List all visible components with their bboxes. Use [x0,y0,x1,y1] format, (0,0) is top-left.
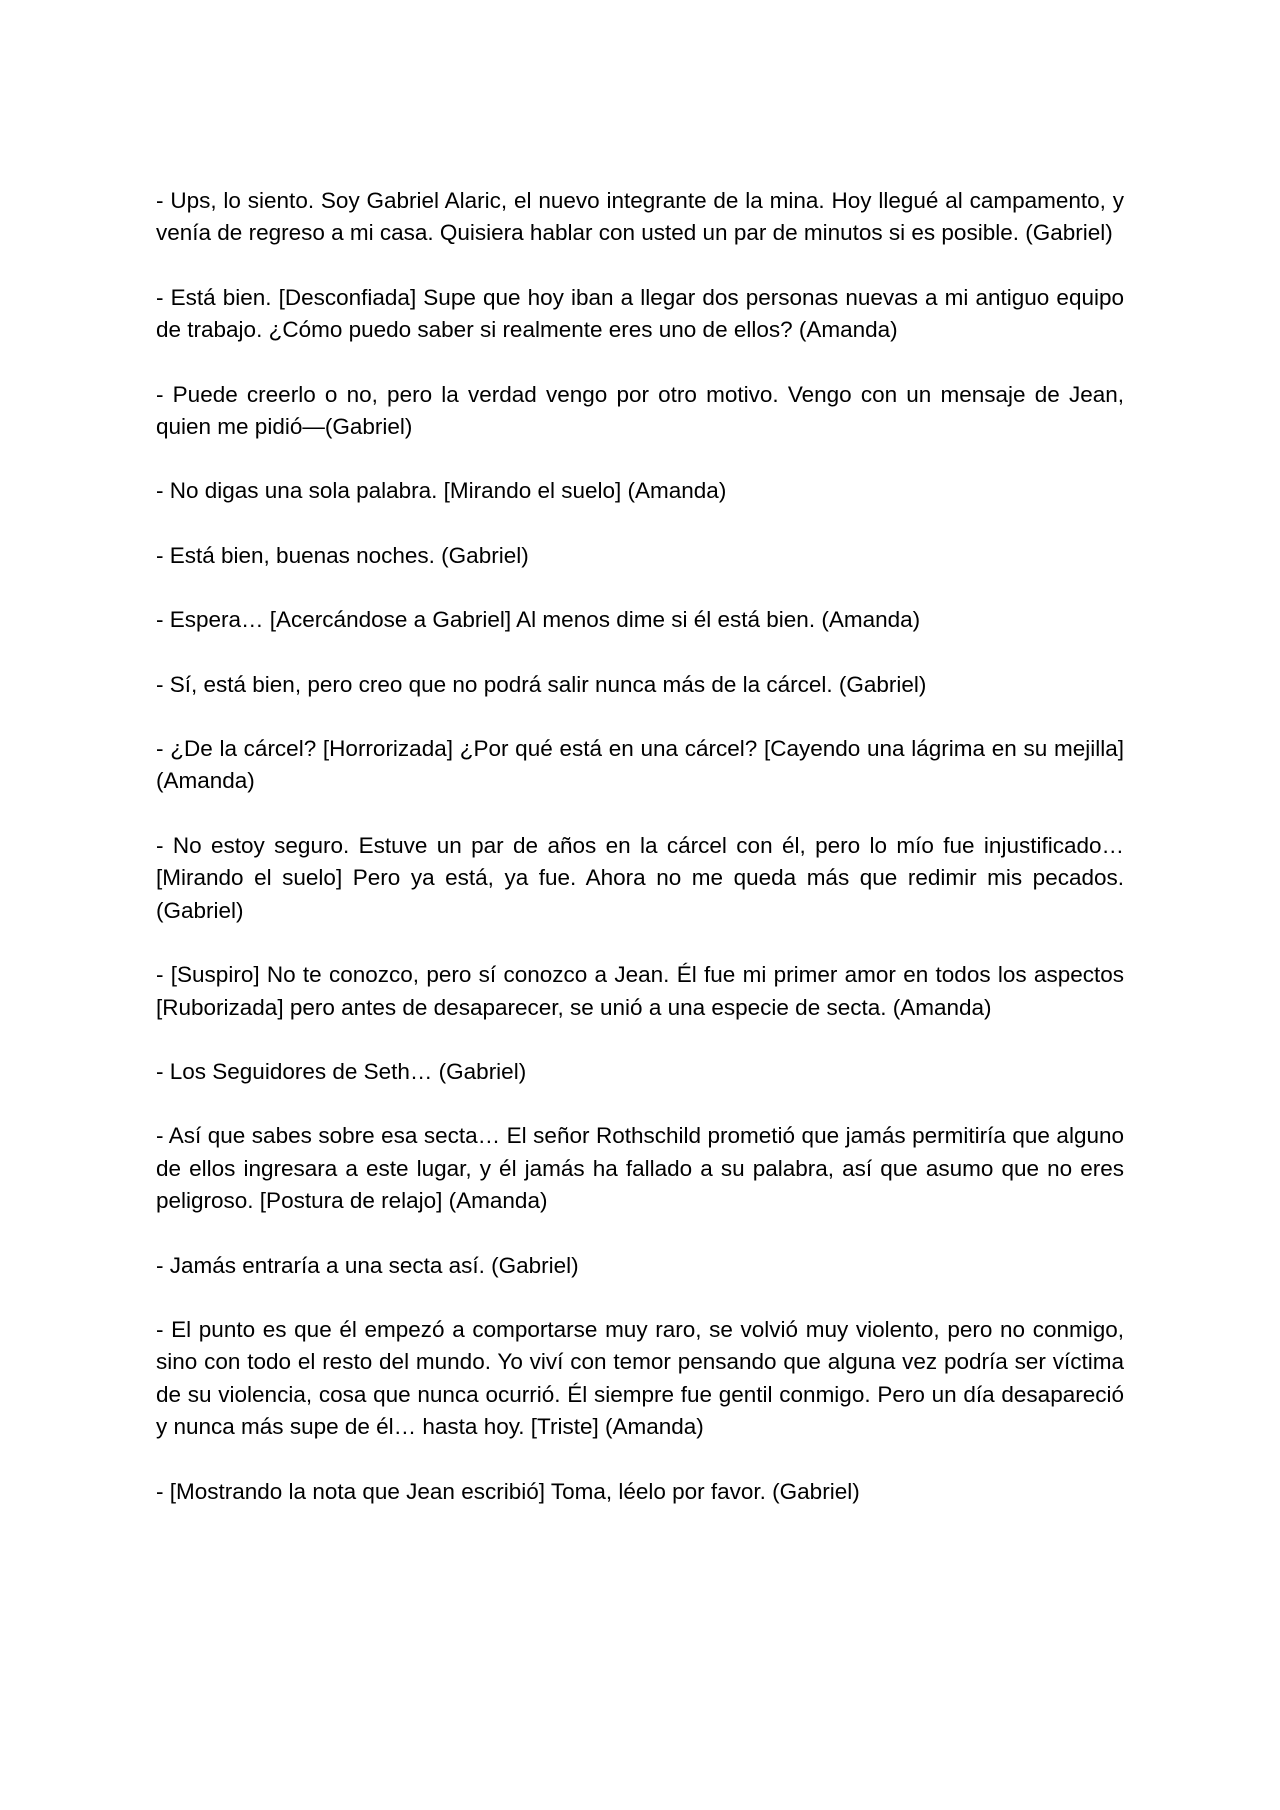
dialogue-paragraph: - No estoy seguro. Estuve un par de años en la cárcel con él, pero lo mío fue injustificado… [Mirando el suelo] Pero ya está, ya fue. Ahora no me queda más que redimir mis pecados. (Gabriel) [156,832,1124,923]
dialogue-paragraph: - Sí, está bien, pero creo que no podrá salir nunca más de la cárcel. (Gabriel) [156,671,927,697]
dialogue-paragraph: - Así que sabes sobre esa secta… El señor Rothschild prometió que jamás permitiría que alguno de ellos ingresara a este lugar, y él jamás ha fallado a su palabra, así que asumo que no eres peligroso. [Postura de relajo] (Amanda) [156,1123,1124,1214]
dialogue-paragraph: - [Mostrando la nota que Jean escribió] Toma, léelo por favor. (Gabriel) [156,1478,860,1504]
dialogue-paragraph: - No digas una sola palabra. [Mirando el suelo] (Amanda) [156,478,727,504]
dialogue-paragraph: - Espera… [Acercándose a Gabriel] Al menos dime si él está bien. (Amanda) [156,607,921,633]
dialogue-paragraph: - Jamás entraría a una secta así. (Gabriel) [156,1252,579,1278]
dialogue-body [156,185,1124,1540]
dialogue-paragraph: - Puede creerlo o no, pero la verdad vengo por otro motivo. Vengo con un mensaje de Jean, quien me pidió—(Gabriel) [156,381,1124,440]
dialogue-paragraph: - [Suspiro] No te conozco, pero sí conozco a Jean. Él fue mi primer amor en todos los aspectos [Ruborizada] pero antes de desaparecer, se unió a una especie de secta. (Amanda) [156,962,1124,1020]
dialogue-paragraph: - El punto es que él empezó a comportarse muy raro, se volvió muy violento, pero no conmigo, sino con todo el resto del mundo. Yo viví con temor pensando que alguna vez podría ser víctima de su violencia, cosa que nunca ocurrió. Él siempre fue gentil conmigo. Pero un día desapareció y nunca más supe de él… hasta hoy. [Triste] (Amanda) [156,1316,1124,1440]
dialogue-paragraph: - Está bien, buenas noches. (Gabriel) [156,542,529,568]
dialogue-paragraph: - Ups, lo siento. Soy Gabriel Alaric, el nuevo integrante de la mina. Hoy llegué al campamento, y venía de regreso a mi casa. Quisiera hablar con usted un par de minutos si es posible. (Gabriel) [156,188,1124,246]
dialogue-paragraph: - ¿De la cárcel? [Horrorizada] ¿Por qué está en una cárcel? [Cayendo una lágrima en su mejilla] (Amanda) [156,736,1124,794]
dialogue-paragraph: - Los Seguidores de Seth… (Gabriel) [156,1058,527,1084]
dialogue-paragraph: - Está bien. [Desconfiada] Supe que hoy iban a llegar dos personas nuevas a mi antiguo equipo de trabajo. ¿Cómo puedo saber si realmente eres uno de ellos? (Amanda) [156,284,1124,343]
